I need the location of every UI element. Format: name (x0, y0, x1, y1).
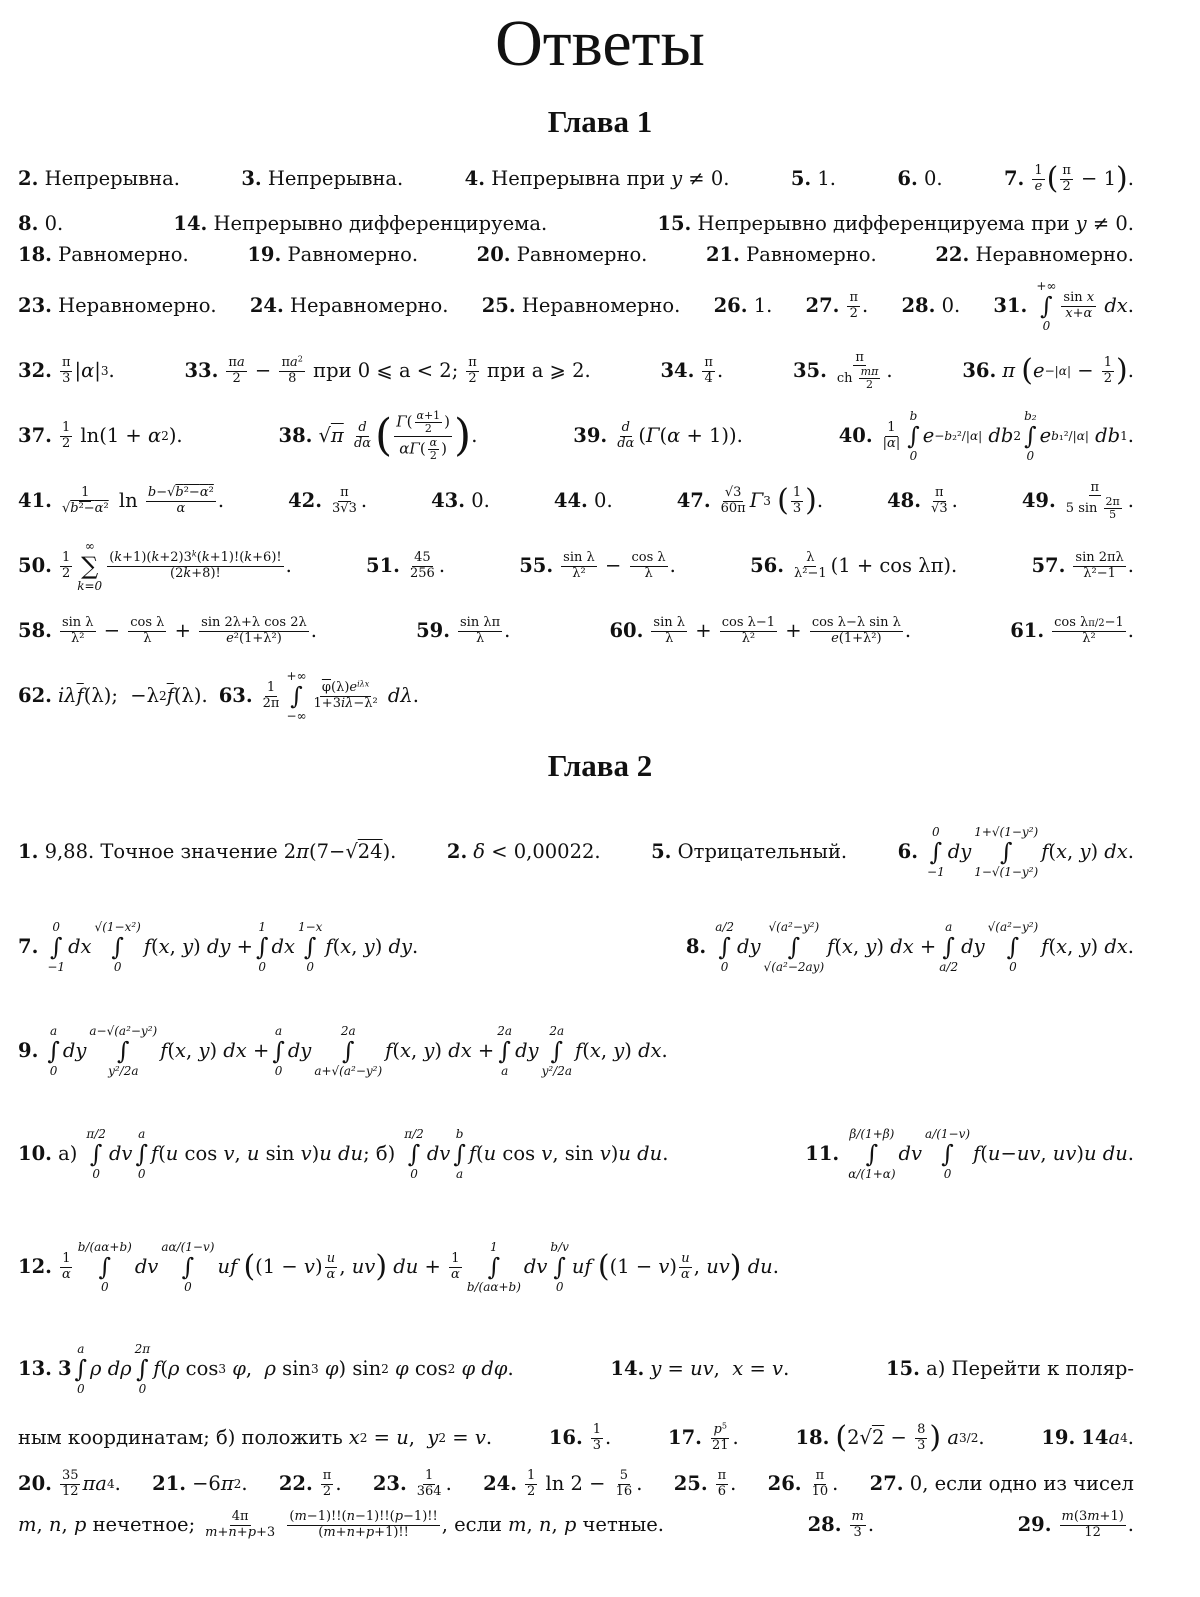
answer-2-10 (18, 1127, 668, 1181)
answer-text: 1. (817, 167, 836, 191)
answer-2-19 (1041, 1426, 1134, 1449)
answer-1-49 (1022, 481, 1134, 521)
formula: π/2 ∫ 0 dv a ∫ 0 f ( u cos v , u sin v ) u du ; (86, 1127, 370, 1181)
formula: π ch $\frac{m\pi}{2}$ . (836, 349, 893, 392)
formula: 1 √b²−α² ln b−√b²−α² α . (61, 485, 225, 516)
formula: π/2 ∫ 0 dv b ∫ a f ( u cos v , sin v ) u du . (404, 1127, 669, 1181)
answer-number: 47. (676, 489, 711, 513)
answer-1-23 (18, 294, 217, 317)
answers-line-10 (18, 660, 1134, 732)
answer-1-6 (897, 167, 942, 190)
formula: π 3√3 . (332, 485, 368, 516)
answer-number: 14. (610, 1357, 645, 1381)
page-title: Ответы (495, 7, 705, 80)
chapter-2-heading: Глава 2 (547, 748, 653, 783)
formula: πa 2 − $\pi a^2$ 8 (228, 354, 303, 386)
answer-1-22 (935, 243, 1134, 266)
answer-number: 8. (18, 211, 39, 235)
answer-number: 33. (184, 359, 219, 383)
chapter-2-answers (18, 812, 1134, 1546)
formula: 4π m+n+p+3 (m−1)!!(n−1)!!(p−1)!! (m+n+p+1)!! (205, 1509, 438, 1540)
answer-2-16 (549, 1423, 611, 1453)
answer-number: 14. (173, 211, 208, 235)
formula: x 2 = u , y 2 = v . (348, 1426, 493, 1450)
answer-1-50 (18, 539, 292, 593)
answer-1-39 (573, 421, 743, 451)
answer-number: 63. (218, 684, 253, 708)
formula: 45 256 . (409, 550, 446, 581)
answer-number: 56. (750, 554, 785, 578)
answer-1-3 (241, 167, 403, 190)
answer-number: 62. (18, 684, 52, 708)
answer-number: 22. (278, 1472, 313, 1496)
answer-text: Неравномерно. (975, 242, 1134, 266)
answer-1-7 (1003, 161, 1134, 196)
answer-number: 20. (18, 1472, 52, 1496)
answer-1-35 (793, 351, 893, 391)
formula: π 2 . (849, 290, 869, 321)
answer-1-63 (219, 669, 419, 723)
answer-text: при 0 ⩽ a < 2; (313, 359, 459, 383)
answer-number: 18. (795, 1426, 830, 1450)
answer-1-4 (465, 167, 730, 190)
answer-2-1 (18, 840, 396, 863)
answer-number: 25. (481, 294, 516, 318)
answer-number: 49. (1021, 489, 1056, 513)
formula: 1 2π +∞ ∫ −∞ $\overline{\varphi}(\lambda)e^{i\lambda x}$ 1+3iλ−λ² dλ . (262, 669, 419, 723)
answer-1-59 (416, 616, 510, 646)
answer-number: 6. (897, 840, 919, 864)
answer-1-37 (18, 421, 183, 451)
answer-1-42 (288, 486, 367, 516)
formula: sin λ λ + cos λ−1 λ² + cos λ−λ sin λ e(1+λ²) . (653, 615, 912, 646)
answers-line-14 (18, 1100, 1134, 1208)
answer-text: Равномерно. (516, 242, 648, 266)
answer-number: 39. (573, 424, 608, 448)
answer-1-56 (750, 551, 957, 581)
answer-1-55 (519, 551, 676, 581)
answer-1-31 (993, 279, 1134, 333)
formula: β/(1+β) ∫ α/(1+α) dv a/(1−v) ∫ 0 f ( u − uv , uv ) u du . (848, 1127, 1134, 1181)
answer-1-26 (714, 294, 773, 317)
answer-text: нечетное; (92, 1513, 196, 1537)
answer-number: 34. (660, 359, 695, 383)
answer-number: 41. (18, 489, 52, 513)
formula: 1 364 . (416, 1468, 452, 1499)
answers-line-7 (18, 472, 1134, 530)
answer-text: 0. (594, 489, 613, 513)
answer-2-5 (651, 840, 847, 863)
answer-1-15 (657, 212, 1134, 235)
answer-number: 43. (431, 489, 466, 513)
answer-2-11 (805, 1127, 1134, 1181)
answer-2-24 (483, 1469, 642, 1499)
answers-line-3 (18, 239, 1134, 270)
answer-number: 61. (1010, 619, 1045, 643)
answers-line-12 (18, 892, 1134, 1002)
formula: 1 3 . (592, 1422, 612, 1453)
answer-2-12 (18, 1240, 779, 1294)
answer-number: 21. (152, 1472, 187, 1496)
answers-line-16 (18, 1326, 1134, 1412)
answer-number: 28. (807, 1513, 842, 1537)
answer-number: 11. (805, 1142, 840, 1166)
answer-number: 5. (651, 840, 672, 864)
answer-number: 23. (372, 1472, 407, 1496)
answer-text: Неравномерно. (521, 294, 681, 318)
answers-line-9 (18, 602, 1134, 660)
answers-line-18 (18, 1464, 1134, 1504)
answer-number: 26. (713, 294, 748, 318)
formula: a/2 ∫ 0 dy √(a²−y²) ∫ √(a²−2ay) f ( x , y ) dx + a ∫ a/2 dy √(a²−y²) ∫ 0 f ( x , y ) dx . (715, 920, 1134, 974)
answer-2-13 (18, 1342, 514, 1396)
answer-1-5 (791, 167, 836, 190)
answer-1-2 (18, 167, 180, 190)
answer-text: 0. (471, 489, 490, 513)
answer-number: 3. (241, 167, 262, 191)
answer-text: 0. (44, 211, 64, 235)
answer-number: 15. (885, 1357, 920, 1381)
answers-line-13 (18, 1002, 1134, 1100)
answer-number: 31. (993, 294, 1028, 318)
answer-1-32 (18, 356, 115, 386)
formula: +∞ ∫ 0 sin x x+α dx . (1036, 279, 1134, 333)
formula: 0 ∫ −1 dy 1+√(1−y²) ∫ 1−√(1−y²) f ( x , y ) dx . (927, 825, 1134, 879)
answer-number: 19. (1041, 1426, 1076, 1450)
formula: 35 12 πa 4 . (61, 1468, 121, 1499)
answer-2-27-cont (18, 1510, 664, 1540)
answer-2-23 (373, 1469, 452, 1499)
formula: √ π d dα ( Γ( $\frac{\alpha+1}{2}$ ) αΓ( $\frac{\alpha}{2}$ ) ) . (318, 409, 478, 462)
answer-1-33 (184, 356, 590, 386)
answer-1-48 (887, 486, 958, 516)
answer-1-57 (1031, 551, 1134, 581)
formula: m , n , p (18, 1513, 87, 1537)
answer-1-34 (660, 356, 723, 386)
formula: π 2 (468, 355, 477, 386)
answer-number: 2. (18, 167, 39, 191)
formula: 14 a 4 . (1081, 1426, 1134, 1450)
answer-2-29 (1018, 1510, 1134, 1540)
answer-number: 10. (18, 1142, 52, 1166)
answer-1-19 (247, 243, 418, 266)
answer-number: 2. (446, 840, 468, 864)
answers-line-2 (18, 208, 1134, 239)
answer-text: Отрицательный. (677, 840, 848, 864)
answer-2-26 (768, 1469, 839, 1499)
answer-1-44 (554, 489, 613, 512)
answer-text: Непрерывно дифференцируема при (697, 211, 1070, 235)
answer-1-8 (18, 212, 63, 235)
answer-1-61 (1010, 616, 1134, 646)
answer-1-51 (366, 551, 445, 581)
formula: sin λπ λ . (460, 615, 511, 646)
formula: 1 α b/(aα+b) ∫ 0 dv aα/(1−v) ∫ 0 uf ( (1 − v ) u α , uv ) du + 1 α 1 ∫ b/(aα+b) dv b/v ∫ 0 uf ( (1 − v ) u α , uv ) du . (61, 1240, 779, 1294)
answer-2-27 (870, 1472, 1134, 1495)
answer-number: 13. (18, 1357, 52, 1381)
answer-number: 27. (805, 294, 840, 318)
answer-1-21 (706, 243, 877, 266)
formula: iλ $\overline{f}$ (λ); −λ 2 $\overline{f}$ (λ). (57, 684, 208, 708)
answer-2-22 (279, 1469, 342, 1499)
answer-text: 0, если одно из чисел (909, 1472, 1134, 1496)
answer-2-28 (808, 1510, 874, 1540)
answer-number: 15. (657, 211, 692, 235)
answer-number: 17. (668, 1426, 702, 1450)
answer-number: 40. (838, 424, 873, 448)
formula: y ≠ 0. (671, 167, 730, 191)
answer-text: Неравномерно. (58, 294, 217, 318)
answer-1-43 (431, 489, 490, 512)
answer-number: 16. (548, 1426, 583, 1450)
formula: 1 2 ∞ ∑ k=0 $(k+1)(k+2)3^k(k+1)!(k+6)$! (2k+8)! . (61, 539, 292, 593)
answer-text: ным координатам; б) положить (18, 1426, 343, 1450)
answer-number: 19. (247, 242, 282, 266)
formula: π 6 . (717, 1468, 737, 1499)
answer-1-25 (482, 294, 681, 317)
answer-text: б) (375, 1142, 396, 1166)
formula: a ∫ 0 dy a−√(a²−y²) ∫ y²/2a f ( x , y ) dx + a ∫ 0 dy 2a ∫ a+√(a²−y²) f ( x , y ) dx + 2a ∫ a dy 2a ∫ y²/2a f ( x , y ) dx . (47, 1024, 668, 1078)
answer-1-27 (806, 291, 869, 321)
answer-number: 58. (18, 619, 52, 643)
answer-number: 50. (18, 554, 52, 578)
answer-text: 0. (923, 167, 943, 191)
formula: $p^5$ 21 . (711, 1421, 739, 1453)
formula: π 2 . (322, 1468, 342, 1499)
answer-text: при a ⩾ 2. (487, 359, 591, 383)
answers-line-5 (18, 342, 1134, 400)
formula: 2 π (7−√ 24 ). (283, 840, 397, 864)
answer-2-15 (886, 1357, 1134, 1380)
answer-number: 32. (18, 359, 52, 383)
answer-1-62 (18, 684, 208, 707)
formula: m 3 . (851, 1509, 875, 1540)
answer-text: а) Перейти к поляр- (926, 1357, 1134, 1381)
chapter-1-answers (18, 150, 1134, 732)
formula: π 3 | α | 3 . (61, 355, 115, 386)
answer-text: 9,88. Точное значение (44, 840, 278, 864)
answer-1-18 (18, 243, 189, 266)
answer-1-38 (279, 410, 478, 461)
formula: sin λ λ² − cos λ λ + sin 2λ+λ cos 2λ e²(1+λ²) . (61, 615, 317, 646)
answer-number: 18. (18, 242, 52, 266)
answer-1-58 (18, 616, 317, 646)
formula: 1 2 ln 2 − 5 16 . (527, 1468, 643, 1499)
answer-1-60 (609, 616, 911, 646)
formula: sin λ λ² − cos λ λ . (563, 550, 676, 581)
answer-1-41 (18, 486, 224, 516)
formula: 0 ∫ −1 dx √(1−x²) ∫ 0 f ( x , y ) dy + 1 ∫ 0 dx 1−x ∫ 0 f ( x , y ) dy . (47, 920, 419, 974)
answer-text: 1. (753, 294, 773, 318)
answer-2-21 (152, 1472, 247, 1495)
answer-text: Равномерно. (287, 242, 419, 266)
formula: π 4 . (704, 355, 724, 386)
answer-number: 29. (1017, 1513, 1052, 1537)
answer-2-2 (447, 840, 601, 863)
answer-1-28 (901, 294, 960, 317)
answer-2-8 (686, 920, 1134, 974)
formula: sin 2πλ λ²−1 . (1075, 550, 1134, 581)
answers-line-8 (18, 530, 1134, 602)
answer-number: 36. (962, 359, 997, 383)
answer-number: 5. (790, 167, 812, 191)
formula: m(3m+1) 12 . (1061, 1509, 1134, 1540)
answer-1-40 (839, 409, 1134, 463)
answer-number: 22. (935, 242, 970, 266)
formula: π 10 . (811, 1468, 839, 1499)
formula: 1 e ( π 2 − 1 ) . (1034, 161, 1134, 196)
answer-2-15-cont (18, 1426, 492, 1449)
formula: y = uv , x = v . (650, 1357, 790, 1381)
answer-number: 9. (18, 1039, 39, 1063)
answer-text: Неравномерно. (290, 294, 449, 318)
answer-number: 20. (476, 242, 511, 266)
answer-2-18 (795, 1420, 985, 1455)
answer-text: Равномерно. (58, 242, 189, 266)
formula: 3 a ∫ 0 ρ dρ 2π ∫ 0 f ( ρ cos 3 φ , ρ sin 3 φ ) sin 2 φ cos 2 φ dφ . (57, 1342, 514, 1396)
answer-number: 44. (553, 489, 588, 513)
answer-number: 28. (901, 294, 936, 318)
formula: d dα ( Γ ( α + 1)). (617, 420, 743, 451)
answer-1-24 (250, 294, 449, 317)
answer-number: 23. (18, 294, 52, 318)
answers-line-11 (18, 812, 1134, 892)
answer-text: 0. (941, 294, 961, 318)
formula: m , n , p (507, 1513, 577, 1537)
formula: y ≠ 0. (1075, 211, 1134, 235)
answer-number: 55. (519, 554, 554, 578)
answer-number: 37. (18, 424, 52, 448)
answer-text: Непрерывна при (491, 167, 666, 191)
answer-number: 26. (767, 1472, 802, 1496)
formula: λ λ²−1 (1 + cos λπ). (794, 550, 958, 581)
answer-text: Непрерывно дифференцируема. (213, 211, 548, 235)
formula: −6 π 2 . (192, 1472, 248, 1496)
formula: ( 2√ 2 − 8 3 ) a 3/2 . (835, 1420, 985, 1455)
answer-number: 38. (278, 424, 313, 448)
answer-text: Равномерно. (746, 242, 877, 266)
answers-line-15 (18, 1208, 1134, 1326)
answer-2-25 (674, 1469, 737, 1499)
answers-line-1 (18, 150, 1134, 208)
answer-1-47 (676, 483, 824, 518)
formula: 1 2 ln(1 + α 2 ). (61, 420, 183, 451)
answer-2-9 (18, 1024, 668, 1078)
formula: cos λπ/2−1 λ² . (1054, 615, 1134, 646)
formula: π 5 sin $\frac{2\pi}{5}$ . (1065, 479, 1134, 522)
answer-number: 27. (869, 1472, 904, 1496)
answer-number: 35. (792, 359, 827, 383)
answers-line-17 (18, 1412, 1134, 1464)
answer-number: 25. (673, 1472, 708, 1496)
answer-number: 57. (1031, 554, 1066, 578)
answer-text: , если (441, 1513, 502, 1537)
answer-1-36 (962, 353, 1134, 388)
answer-number: 12. (18, 1255, 52, 1279)
answers-line-19 (18, 1504, 1134, 1546)
answer-1-20 (477, 243, 648, 266)
answer-number: 51. (366, 554, 400, 578)
formula: √3 60π Γ 3 ( 1 3 ) . (720, 483, 824, 518)
chapter-1-heading: Глава 1 (547, 104, 653, 139)
answer-number: 6. (897, 167, 918, 191)
answer-1-14 (173, 212, 547, 235)
answer-number: 1. (18, 840, 39, 864)
formula: δ < 0,00022. (473, 840, 601, 864)
formula: 1 |α| b ∫ 0 e −b₂²/|α| db 2 b₂ ∫ 0 e b₁²/|α| db 1 . (882, 409, 1134, 463)
answer-text: Непрерывна. (44, 167, 180, 191)
answer-number: 42. (288, 489, 323, 513)
answer-2-14 (610, 1357, 789, 1380)
answer-number: 7. (18, 935, 39, 959)
answer-number: 4. (464, 167, 486, 191)
answer-number: 24. (249, 294, 284, 318)
answer-number: 7. (1003, 167, 1025, 191)
answer-number: 24. (483, 1472, 518, 1496)
answer-2-6 (898, 825, 1134, 879)
answer-number: 8. (685, 935, 707, 959)
answers-line-6 (18, 400, 1134, 472)
answer-2-17 (668, 1423, 739, 1453)
answer-text: а) (58, 1142, 78, 1166)
answer-text: Непрерывна. (267, 167, 404, 191)
answer-text: четные. (582, 1513, 665, 1537)
answers-line-4 (18, 270, 1134, 342)
answer-2-7 (18, 920, 418, 974)
formula: π ( e −|α| − 1 2 ) . (1002, 353, 1134, 388)
formula: π √3 . (931, 485, 958, 516)
answer-number: 48. (887, 489, 922, 513)
answer-2-20 (18, 1469, 121, 1499)
answer-number: 21. (705, 242, 740, 266)
answer-number: 59. (416, 619, 450, 643)
answer-number: 60. (609, 619, 644, 643)
